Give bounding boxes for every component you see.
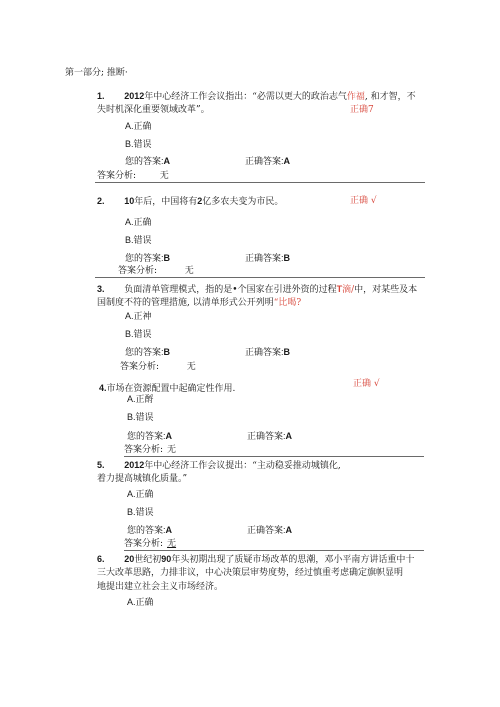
correct-answer-value: A [283,156,291,166]
analysis-value: 无 [184,266,194,276]
divider [95,277,425,278]
your-answer-label: 您的答案: [125,156,164,166]
your-answer-label: 您的答案: [125,347,164,357]
your-answer-label: 您的答案: [125,253,164,263]
divider [124,456,424,457]
your-answer-value: B [163,347,171,357]
question-number: 2. [97,196,105,206]
question-text: 年后，中国将有 [134,197,198,207]
question-num-b: 90 [161,554,172,564]
your-answer-value: A [163,156,171,166]
question-text-mark-2: 滴/ [342,285,355,295]
grade-status: “比喝? [273,298,302,308]
correct-answer-label: 正确答案: [247,525,286,535]
option-b[interactable]: B.错误 [125,235,152,245]
your-answer-value: B [163,253,171,263]
correct-answer-label: 正确答案: [245,347,284,357]
question-text: 市场在资源配置中起确定性作用. [106,384,236,394]
analysis-value: 无 [167,445,177,455]
question-text-line2: 着力提高城镇化质量。” [97,474,188,484]
analysis-value: 无 [159,171,169,181]
question-number: 5. [97,460,105,470]
analysis-label: 答案分析: [97,171,137,181]
analysis-value: 无 [186,362,196,372]
question-text-mark: T [336,284,343,294]
question-number: 4. [99,383,107,393]
question-text-cont: 亿多农夫变为市民。 [202,197,284,207]
question-num-a: 20 [124,554,135,564]
option-a[interactable]: A.正酹 [127,394,154,404]
option-a[interactable]: A.正确 [125,217,152,227]
question-year: 2012 [124,91,145,101]
analysis-label: 答案分析: [118,266,158,276]
your-answer-value: A [165,431,173,441]
divider [124,550,424,551]
question-num-b: 2 [197,196,203,206]
section-title: 第一部分; 推断· [65,68,128,78]
question-text-cont: , 和才智，不 [364,92,416,102]
analysis-value: 无 [167,539,177,549]
correct-answer-value: A [285,525,293,535]
your-answer-label: 您的答案: [127,525,166,535]
correct-answer-value: B [283,253,291,263]
question-text-line2: 失时机深化重要领域改革”。 [97,105,210,115]
question-year: 2012 [124,460,145,470]
analysis-label: 答案分析: [124,445,164,455]
question-number: 1. [97,91,105,101]
grade-status: 正确 √ [353,379,380,389]
option-a[interactable]: A.正神 [125,311,152,321]
question-text: 年中心经济工作会议提出：“主动稳妥推动城镇化, [144,461,341,471]
correct-answer-value: B [283,347,291,357]
your-answer-label: 您的答案: [127,431,166,441]
option-b[interactable]: B.错误 [125,329,152,339]
divider [95,182,425,183]
option-a[interactable]: A.正确 [127,597,154,607]
question-text-line3: 地提出建立社会主义市场经济。 [97,582,224,592]
option-a[interactable]: A.正确 [125,121,152,131]
correct-answer-value: A [285,431,293,441]
your-answer-value: A [165,525,173,535]
question-number: 6. [97,554,105,564]
question-num-a: 10 [124,196,135,206]
grade-status: 正确 √ [350,196,377,206]
grade-status: 正确7 [350,105,374,115]
correct-answer-label: 正确答案: [245,253,284,263]
question-text: 年中心经济工作会议指出：“必需以更大的政治志气 [144,92,347,102]
question-text-line2: 三大改革思路，力排非议，中心决策层审势度势，经过慎重考虑确定旗帜显明 [97,568,404,578]
question-text: 负面清单管理模式，指的是•个国家在引进外资的过程 [124,285,337,295]
option-b[interactable]: B.错误 [125,139,152,149]
question-text-line2: 国制度不符的管理措施, 以清单形式公开列明 [97,298,274,308]
question-text-mark: 作福 [346,92,365,102]
analysis-label: 答案分析: [124,539,164,549]
question-number: 3. [97,284,105,294]
analysis-label: 答案分析: [120,362,160,372]
option-b[interactable]: B.错误 [127,507,154,517]
correct-answer-label: 正确答案: [247,431,286,441]
option-b[interactable]: B.错误 [127,412,154,422]
question-text-cont: 年头初期出现了质疑市场改革的思潮，邓小平南方讲话重中十 [171,555,415,565]
question-text-cont: 中，对某些及本 [354,285,418,295]
correct-answer-label: 正确答案: [245,156,284,166]
option-a[interactable]: A.正确 [127,489,154,499]
question-text: 世纪初 [134,555,162,565]
